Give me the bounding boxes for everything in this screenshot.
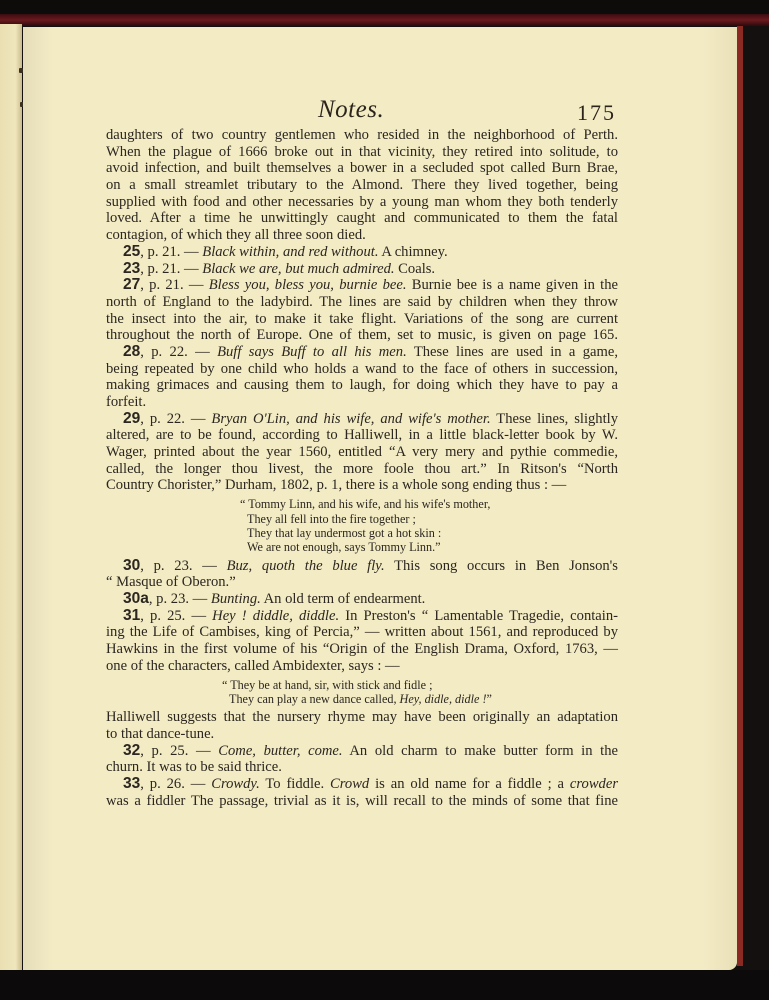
- text-run: making grimaces and causing them to laugh, for doing which they have to pay a: [106, 377, 618, 394]
- text-run: A chimney.: [378, 243, 448, 260]
- text-run: on a small streamlet tributary to the Almond. There they lived together, being: [106, 177, 618, 194]
- text-line: [106, 144, 618, 161]
- text-run: Halliwell suggests that the nursery rhyme may have been originally an adaptation: [106, 709, 618, 726]
- text-line: [106, 210, 618, 227]
- note-number: 30a: [123, 590, 149, 608]
- text-run: is an old name for a fiddle ; a: [369, 776, 570, 793]
- quoted-title: Bryan O'Lin, and his wife, and wife's mother.: [211, 410, 491, 427]
- verse-line: [222, 692, 618, 706]
- quoted-title: Crowd: [330, 776, 370, 793]
- text-line: [106, 709, 618, 726]
- verse-line: [240, 540, 618, 554]
- quoted-title: Hey ! diddle, diddle.: [212, 607, 340, 624]
- verse-line: [240, 512, 618, 526]
- text-run: to that dance-tune.: [106, 725, 215, 742]
- text-run: They all fell into the fire together ;: [247, 511, 416, 526]
- text-run: Burnie bee is a name given in the: [406, 277, 618, 294]
- text-run: These lines are used in a game,: [406, 343, 618, 360]
- text-run: When the plague of 1666 broke out in that vicinity, they retired into solitude, to: [106, 143, 618, 160]
- note-paragraph: [106, 411, 618, 494]
- note-paragraph: [106, 591, 618, 608]
- note-paragraph: [106, 277, 618, 344]
- text-line: [106, 477, 618, 494]
- text-line: [106, 227, 618, 244]
- note-number: 32: [123, 741, 141, 759]
- text-run: They can play a new dance called,: [229, 691, 400, 706]
- text-run: , p. 21. —: [140, 277, 209, 294]
- text-run: An old charm to make butter form in the: [342, 742, 618, 759]
- text-run: These lines, slightly: [490, 410, 618, 427]
- text-line: [106, 160, 618, 177]
- note-paragraph: [106, 244, 618, 261]
- quoted-title: Black we are, but much admired.: [202, 260, 395, 277]
- text-line: [106, 444, 618, 461]
- verse-line: [240, 526, 618, 540]
- quoted-title: crowder: [569, 776, 619, 793]
- text-run: To fiddle.: [259, 776, 331, 793]
- text-line: [106, 244, 618, 261]
- text-line: [106, 624, 618, 641]
- previous-page-edge: [0, 24, 22, 974]
- text-run: the insect into the air, to make it take flight. Variations of the song are current: [106, 310, 618, 327]
- text-run: , p. 26. —: [140, 776, 212, 793]
- text-run: north of England to the ladybird. The lines are said by children when they throw: [106, 293, 618, 310]
- text-run: supplied with food and other necessaries by a young man whom they both tenderly: [106, 193, 618, 210]
- text-run: daughters of two country gentlemen who resided in the neighborhood of Perth.: [106, 127, 618, 143]
- text-line: [106, 294, 618, 311]
- text-run: , p. 22. —: [140, 410, 212, 427]
- text-line: [106, 461, 618, 478]
- verse-quotation: [106, 497, 618, 555]
- text-run: , p. 23. —: [140, 557, 227, 574]
- text-line: [106, 311, 618, 328]
- note-number: 23: [123, 259, 141, 277]
- text-run: They that lay undermost got a hot skin :: [247, 525, 442, 540]
- note-paragraph: [106, 776, 618, 809]
- text-run: , p. 25. —: [140, 742, 219, 759]
- quoted-title: Crowdy.: [211, 776, 260, 793]
- text-run: contagion, of which they all three soon died.: [106, 227, 366, 244]
- quoted-title: Buz, quoth the blue fly.: [226, 557, 385, 574]
- scan-bottom-background: [0, 970, 769, 1000]
- text-line: [106, 361, 618, 378]
- text-run: Hawkins in the first volume of his “Origin of the English Drama, Oxford, 1763, —: [106, 641, 618, 658]
- text-run: Wager, printed about the year 1560, entitled “A very mery and pythie commedie,: [106, 444, 618, 461]
- text-line: [106, 394, 618, 411]
- text-line: [106, 743, 618, 760]
- quoted-title: Bless you, bless you, burnie bee.: [208, 277, 407, 294]
- text-run: Country Chorister,” Durham, 1802, p. 1, there is a whole song ending thus : —: [106, 477, 567, 494]
- note-number: 27: [123, 276, 141, 294]
- text-run: , p. 22. —: [140, 343, 218, 360]
- book-cover-right-edge: [737, 26, 743, 966]
- note-paragraph: [106, 558, 618, 591]
- text-run: Coals.: [394, 260, 436, 277]
- text-run: forfeit.: [106, 394, 147, 410]
- text-line: [106, 776, 618, 793]
- text-line: [106, 591, 618, 608]
- text-line: [106, 658, 618, 675]
- text-run: In Preston's “ Lamentable Tragedie, contain-: [339, 607, 618, 624]
- text-line: [106, 608, 618, 625]
- text-run: avoid infection, and built themselves a bower in a secluded spot called Burn Brae,: [106, 160, 618, 177]
- text-run: one of the characters, called Ambidexter, says : —: [106, 657, 400, 674]
- text-line: [106, 261, 618, 278]
- text-run: ing the Life of Cambises, king of Percia,” — written about 1561, and reproduced by: [106, 624, 618, 641]
- text-line: [106, 177, 618, 194]
- note-number: 30: [123, 556, 141, 574]
- text-line: [106, 793, 618, 810]
- quoted-title: Come, butter, come.: [218, 742, 343, 759]
- note-paragraph: [106, 344, 618, 411]
- note-number: 33: [123, 775, 141, 793]
- text-line: [106, 127, 618, 144]
- text-line: [106, 574, 618, 591]
- note-number: 28: [123, 342, 141, 360]
- quoted-title: Black within, and red without.: [202, 243, 379, 260]
- quoted-title: Buff says Buff to all his men.: [217, 343, 407, 360]
- note-paragraph: [106, 709, 618, 742]
- text-line: [106, 726, 618, 743]
- text-run: “ They be at hand, sir, with stick and fidle ;: [222, 677, 433, 692]
- text-line: [106, 377, 618, 394]
- note-paragraph: [106, 261, 618, 278]
- text-run: , p. 21. —: [140, 243, 203, 260]
- verse-line: [222, 678, 618, 692]
- text-run: , p. 21. —: [140, 260, 203, 277]
- text-line: [106, 427, 618, 444]
- text-line: [106, 759, 618, 776]
- text-run: was a fiddler The passage, trivial as it is, will recall to the minds of some that fine: [106, 792, 618, 809]
- quoted-title: Bunting.: [210, 591, 261, 608]
- text-run: We are not enough, says Tommy Linn.”: [247, 540, 441, 555]
- note-paragraph: [106, 127, 618, 244]
- note-number: 25: [123, 242, 141, 260]
- text-run: , p. 25. —: [140, 607, 213, 624]
- book-cover-red-edge: [0, 14, 769, 26]
- text-line: [106, 641, 618, 658]
- text-run: This song occurs in Ben Jonson's: [384, 557, 618, 574]
- text-run: ”: [486, 691, 492, 706]
- text-run: “ Masque of Oberon.”: [106, 574, 236, 591]
- text-line: [106, 194, 618, 211]
- text-run: “ Tommy Linn, and his wife, and his wife's mother,: [240, 497, 491, 512]
- text-run: , p. 23. —: [148, 591, 211, 608]
- text-run: throughout the north of Europe. One of them, set to music, is given on page 165.: [106, 327, 618, 344]
- text-line: [106, 277, 618, 294]
- note-paragraph: [106, 743, 618, 776]
- text-run: churn. It was to be said thrice.: [106, 759, 282, 776]
- page-body-text: [106, 127, 618, 809]
- verse-quotation: [106, 678, 618, 707]
- note-number: 31: [123, 606, 141, 624]
- quoted-title: Hey, didle, didle !: [399, 691, 487, 706]
- verse-line: [240, 497, 618, 511]
- text-run: altered, are to be found, according to Halliwell, in a little black-letter book by W.: [106, 427, 618, 444]
- text-run: An old term of endearment.: [260, 591, 426, 608]
- text-line: [106, 344, 618, 361]
- text-run: being repeated by one child who holds a wand to the face of others in succession,: [106, 360, 618, 377]
- text-run: loved. After a time he unwittingly caught and communicated to them the fatal: [106, 210, 618, 227]
- text-line: [106, 558, 618, 575]
- text-run: called, the longer thou livest, the more foole thou art.” In Ritson's “North: [106, 460, 618, 477]
- note-paragraph: [106, 608, 618, 675]
- note-number: 29: [123, 409, 141, 427]
- text-line: [106, 411, 618, 428]
- text-line: [106, 327, 618, 344]
- page-number: 175: [577, 100, 616, 125]
- running-title: Notes.: [318, 96, 385, 123]
